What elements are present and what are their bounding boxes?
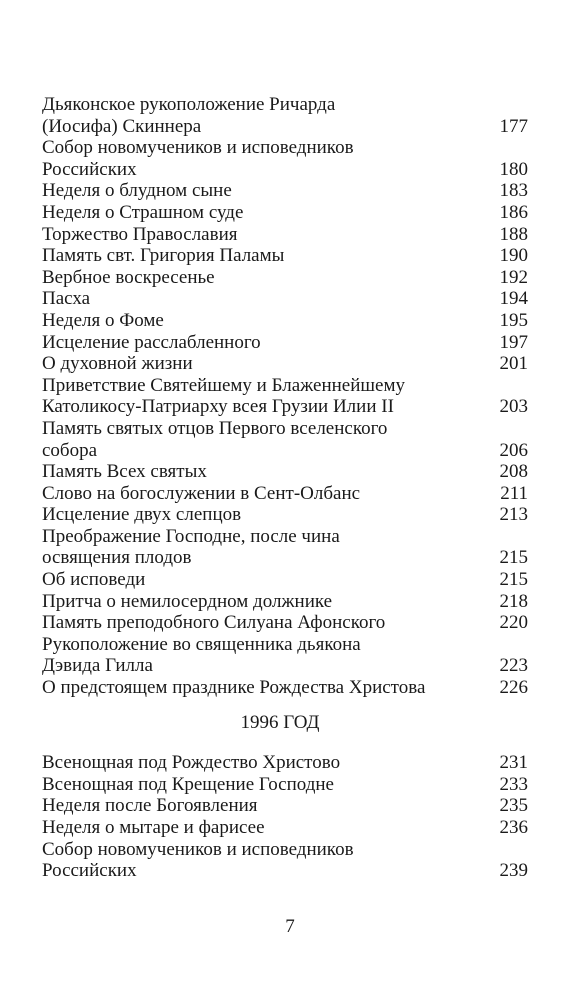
toc-entry-page-number: 218 (499, 590, 528, 612)
toc-entry (42, 752, 528, 774)
toc-entry-line (42, 634, 528, 656)
toc-entry-title: Исцеление расслабленного (42, 331, 261, 353)
toc-entry-line (42, 224, 528, 246)
toc-entry-title: Неделя о Страшном суде (42, 201, 244, 223)
toc-entry-page-number: 180 (499, 158, 528, 180)
toc-entry-title: Неделя о мытаре и фарисее (42, 817, 265, 838)
toc-entry-line (42, 526, 528, 548)
toc-entry-title: Собор новомучеников и исповедников (42, 838, 354, 860)
toc-entry-title: Память Всех святых (42, 461, 207, 483)
toc-entry-page-number: 211 (500, 482, 528, 504)
toc-entry-line (42, 418, 528, 440)
toc-entry (42, 774, 528, 796)
toc-entry-title: Собор новомучеников и исповедников (42, 137, 354, 159)
toc-entry (42, 418, 528, 461)
toc-entry-line (42, 180, 528, 202)
toc-entry (42, 634, 528, 677)
toc-entry-title: Неделя после Богоявления (42, 795, 258, 817)
toc-entry-line (42, 310, 528, 332)
toc-entry (42, 461, 528, 483)
toc-entry-page-number: 223 (499, 655, 528, 677)
toc-entry-line (42, 839, 528, 861)
toc-entry-line (42, 860, 528, 882)
toc-entry (42, 612, 528, 634)
toc-list-1995 (42, 94, 528, 699)
toc-entry-line (42, 440, 528, 462)
toc-entry-title: Дьяконское рукоположение Ричарда (42, 94, 336, 115)
toc-entry-title: О духовной жизни (42, 353, 193, 375)
toc-entry-line (42, 159, 528, 181)
toc-entry-page-number: 188 (499, 223, 528, 245)
toc-entry-line (42, 795, 528, 817)
toc-entry-line (42, 817, 528, 839)
toc-entry (42, 224, 528, 246)
toc-entry (42, 795, 528, 817)
toc-entry-line (42, 202, 528, 224)
toc-entry-line (42, 94, 528, 116)
toc-entry-line (42, 267, 528, 289)
toc-entry (42, 839, 528, 882)
toc-entry-title: Пасха (42, 288, 91, 310)
toc-entry-title: Память святых отцов Первого вселенского (42, 417, 388, 439)
toc-entry-title: Об исповеди (42, 569, 146, 591)
toc-entry-page-number: 192 (499, 266, 528, 288)
toc-entry-line (42, 569, 528, 591)
toc-entry-page-number: 235 (499, 795, 528, 817)
toc-entry (42, 288, 528, 310)
toc-entry-page-number: 203 (499, 396, 528, 418)
toc-entry-page-number: 239 (499, 860, 528, 882)
toc-entry-page-number: 233 (499, 773, 528, 795)
toc-entry (42, 677, 528, 699)
toc-entry-line (42, 332, 528, 354)
toc-entry-line (42, 677, 528, 699)
toc-entry (42, 526, 528, 569)
toc-entry-title: Слово на богослужении в Сент-Олбанс (42, 482, 361, 504)
toc-entry-title: Российских (42, 158, 137, 180)
toc-entry (42, 94, 528, 137)
toc-entry-page-number: 226 (499, 677, 528, 699)
toc-entry-title: собора (42, 439, 98, 461)
toc-entry-line (42, 483, 528, 505)
toc-entry-line (42, 116, 528, 138)
toc-entry-line (42, 752, 528, 774)
toc-entry-title: освящения плодов (42, 547, 192, 569)
toc-entry-title: Российских (42, 860, 137, 882)
toc-entry-page-number: 190 (499, 245, 528, 267)
toc-entry (42, 483, 528, 505)
toc-entry-line (42, 288, 528, 310)
toc-entry (42, 180, 528, 202)
toc-entry (42, 245, 528, 267)
toc-entry-title: Преображение Господне, после чина (42, 525, 340, 547)
toc-entry-line (42, 774, 528, 796)
toc-list-1996 (42, 752, 528, 882)
toc-entry (42, 267, 528, 289)
toc-entry-page-number: 201 (499, 353, 528, 375)
toc-entry-title: Память преподобного Силуана Афонского (42, 612, 386, 634)
toc-entry-title: Торжество Православия (42, 223, 238, 245)
toc-entry (42, 817, 528, 839)
toc-entry-title: Притча о немилосердном должнике (42, 590, 333, 612)
toc-entry-line (42, 612, 528, 634)
toc-entry-title: (Иосифа) Скиннера (42, 115, 202, 137)
toc-entry-title: О предстоящем празднике Рождества Христова (42, 677, 426, 699)
toc-entry-page-number: 186 (499, 201, 528, 223)
toc-entry-title: Вербное воскресенье (42, 266, 215, 288)
section-heading-1996: 1996 ГОД (240, 711, 320, 733)
toc-entry-line (42, 353, 528, 375)
toc-entry-page-number: 194 (499, 288, 528, 310)
toc-entry-page-number: 220 (499, 612, 528, 634)
toc-entry-page-number: 231 (499, 752, 528, 774)
toc-entry-title: Исцеление двух слепцов (42, 504, 242, 526)
toc-entry-page-number: 236 (499, 817, 528, 838)
toc-entry-page-number: 183 (499, 180, 528, 202)
toc-entry (42, 137, 528, 180)
toc-entry-page-number: 195 (499, 309, 528, 331)
toc-entry (42, 375, 528, 418)
toc-entry (42, 569, 528, 591)
toc-entry-title: Память свт. Григория Паламы (42, 245, 285, 267)
toc-entry-line (42, 655, 528, 677)
toc-entry-page-number: 208 (499, 461, 528, 483)
toc-entry-line (42, 547, 528, 569)
toc-entry-page-number: 215 (499, 547, 528, 569)
toc-entry-page-number: 206 (499, 439, 528, 461)
toc-entry-line (42, 591, 528, 613)
toc-entry-title: Всенощная под Рождество Христово (42, 752, 341, 774)
toc-entry (42, 202, 528, 224)
toc-entry-line (42, 396, 528, 418)
table-of-contents (42, 94, 528, 882)
toc-entry-title: Католикосу-Патриарху всея Грузии Илии II (42, 396, 394, 418)
toc-entry-page-number: 197 (499, 331, 528, 353)
toc-entry-title: Рукоположение во священника дьякона (42, 633, 361, 655)
toc-entry (42, 591, 528, 613)
toc-entry-page-number: 213 (499, 504, 528, 526)
toc-entry-title: Неделя о блудном сыне (42, 180, 232, 202)
toc-entry (42, 332, 528, 354)
toc-entry-line (42, 461, 528, 483)
page-number: 7 (285, 916, 295, 937)
toc-entry-line (42, 245, 528, 267)
toc-entry-title: Дэвида Гилла (42, 655, 153, 677)
toc-entry-title: Всенощная под Крещение Господне (42, 773, 334, 795)
toc-entry-title: Приветствие Святейшему и Блаженнейшему (42, 374, 405, 396)
toc-entry-page-number: 215 (499, 569, 528, 591)
toc-entry-line (42, 137, 528, 159)
toc-entry-line (42, 504, 528, 526)
toc-entry (42, 310, 528, 332)
toc-entry-line (42, 375, 528, 397)
toc-entry-page-number: 177 (499, 115, 528, 137)
toc-entry (42, 504, 528, 526)
toc-entry-title: Неделя о Фоме (42, 309, 164, 331)
toc-entry (42, 353, 528, 375)
